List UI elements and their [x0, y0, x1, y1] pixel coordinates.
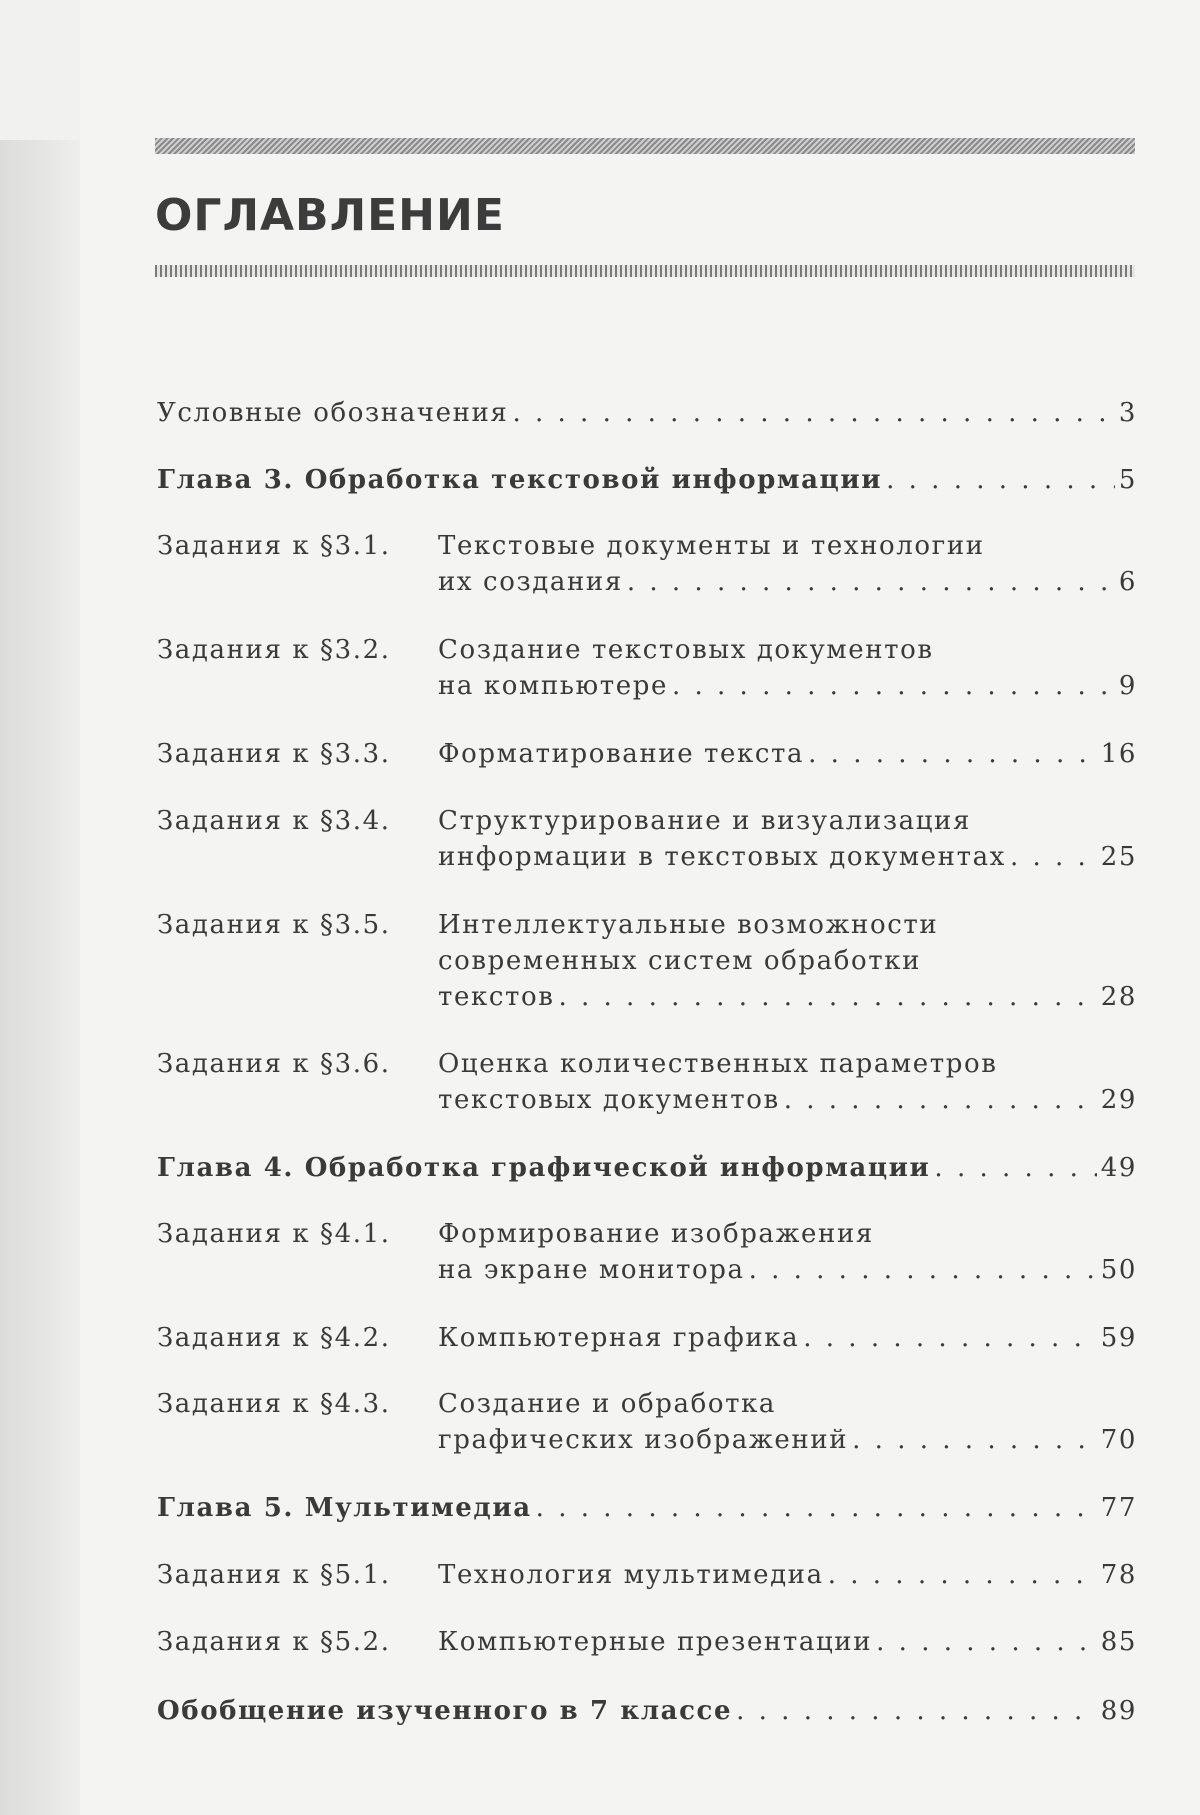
page-number: 29: [1100, 1085, 1137, 1115]
dot-leader: [784, 1082, 1097, 1118]
top-hatched-rule: [155, 138, 1135, 154]
section-title-line: текстов: [438, 982, 555, 1012]
dot-leader: [803, 1320, 1096, 1356]
section-title-line: на компьютере: [438, 671, 668, 701]
section-prefix: Задания к §3.4.: [157, 806, 391, 836]
toc-section-5-2[interactable]: [157, 1624, 1137, 1660]
toc-section-4-3[interactable]: [157, 1386, 1137, 1458]
dot-leader: [876, 1624, 1097, 1660]
page-number: 85: [1100, 1627, 1137, 1657]
toc-entry-conventions[interactable]: [157, 395, 1137, 431]
section-title-line: Текстовые документы и технологии: [438, 531, 985, 561]
page-number: 89: [1100, 1696, 1137, 1726]
section-prefix: Задания к §4.2.: [157, 1323, 391, 1353]
section-title-line: графических изображений: [438, 1425, 849, 1455]
page-number: 50: [1100, 1255, 1137, 1285]
toc-section-3-3[interactable]: [157, 736, 1137, 772]
dot-leader: [672, 668, 1115, 704]
section-title-line: Компьютерные презентации: [438, 1627, 873, 1657]
section-prefix: Задания к §3.6.: [157, 1049, 391, 1079]
section-title-line: Структурирование и визуализация: [438, 806, 971, 836]
dot-leader: [1010, 839, 1097, 875]
section-prefix: Задания к §4.3.: [157, 1389, 391, 1419]
toc-section-3-5[interactable]: [157, 907, 1137, 1015]
toc-entry-title: Условные обозначения: [157, 398, 509, 428]
section-title-line: их создания: [438, 567, 623, 597]
toc-section-3-2[interactable]: [157, 632, 1137, 704]
toc-summary[interactable]: [157, 1693, 1137, 1729]
toc-section-4-2[interactable]: [157, 1320, 1137, 1356]
toc-section-4-1[interactable]: [157, 1216, 1137, 1288]
dot-leader: [512, 395, 1114, 431]
section-prefix: Задания к §3.5.: [157, 910, 391, 940]
section-title-line: информации в текстовых документах: [438, 842, 1006, 872]
section-title-line: Создание текстовых документов: [438, 635, 934, 665]
page-number: 70: [1100, 1425, 1137, 1455]
section-title-line: на экране монитора: [438, 1255, 745, 1285]
dot-leader: [749, 1252, 1097, 1288]
heading-underline-rule: [155, 265, 1135, 277]
chapter-title: Глава 3. Обработка текстовой информации: [157, 465, 883, 495]
page-number: 28: [1100, 982, 1137, 1012]
toc-section-3-1[interactable]: [157, 528, 1137, 600]
toc-chapter-4[interactable]: [157, 1150, 1137, 1186]
toc-chapter-3[interactable]: [157, 462, 1137, 498]
page-number: 59: [1100, 1323, 1137, 1353]
toc-chapter-5[interactable]: [157, 1490, 1137, 1526]
section-title-line: Интеллектуальные возможности: [438, 910, 939, 940]
chapter-title: Глава 5. Мультимедиа: [157, 1493, 532, 1523]
page-number: 9: [1118, 671, 1137, 701]
page-edge: [0, 140, 80, 1815]
page-number: 77: [1100, 1493, 1137, 1523]
section-prefix: Задания к §3.2.: [157, 635, 391, 665]
section-title-line: Формирование изображения: [438, 1219, 874, 1249]
dot-leader: [558, 979, 1096, 1015]
section-title-line: Компьютерная графика: [438, 1323, 800, 1353]
page-number: 3: [1118, 398, 1137, 428]
chapter-title: Обобщение изученного в 7 классе: [157, 1696, 733, 1726]
dot-leader: [886, 462, 1115, 498]
toc-section-3-6[interactable]: [157, 1046, 1137, 1118]
page-number: 6: [1118, 567, 1137, 597]
dot-leader: [736, 1693, 1097, 1729]
section-title-line: Технология мультимедиа: [438, 1560, 824, 1590]
toc-section-5-1[interactable]: [157, 1557, 1137, 1593]
dot-leader: [627, 564, 1115, 600]
dot-leader: [852, 1422, 1097, 1458]
page-number: 49: [1100, 1153, 1137, 1183]
section-title-line: Создание и обработка: [438, 1389, 777, 1419]
section-prefix: Задания к §3.1.: [157, 531, 391, 561]
section-title-line: Оценка количественных параметров: [438, 1049, 998, 1079]
section-title-line: текстовых документов: [438, 1085, 780, 1115]
dot-leader: [828, 1557, 1097, 1593]
page-number: 25: [1100, 842, 1137, 872]
section-prefix: Задания к §3.3.: [157, 739, 391, 769]
section-title-line: современных систем обработки: [438, 946, 922, 976]
section-title-line: Форматирование текста: [438, 739, 805, 769]
dot-leader: [808, 736, 1097, 772]
section-prefix: Задания к §5.2.: [157, 1627, 391, 1657]
page-number: 5: [1118, 465, 1137, 495]
section-prefix: Задания к §4.1.: [157, 1219, 391, 1249]
toc-section-3-4[interactable]: [157, 803, 1137, 875]
page-number: 16: [1100, 739, 1137, 769]
page-number: 78: [1100, 1560, 1137, 1590]
chapter-title: Глава 4. Обработка графической информации: [157, 1153, 931, 1183]
page-title: ОГЛАВЛЕНИЕ: [155, 190, 505, 241]
dot-leader: [934, 1150, 1096, 1186]
dot-leader: [536, 1490, 1097, 1526]
section-prefix: Задания к §5.1.: [157, 1560, 391, 1590]
